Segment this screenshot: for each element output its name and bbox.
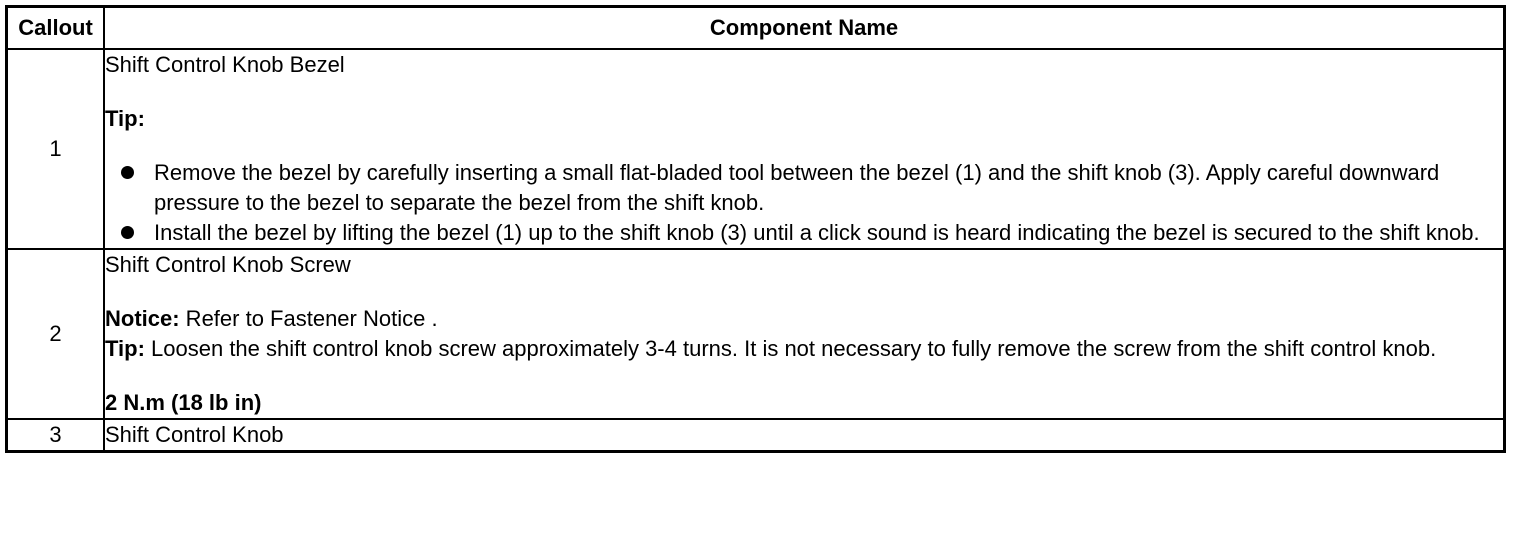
notice-text: Refer to Fastener Notice .	[179, 306, 438, 331]
tip-paragraph	[105, 334, 1503, 364]
component-cell	[104, 419, 1505, 452]
component-name-column-header: Component Name	[104, 7, 1505, 50]
list-item	[154, 158, 1503, 218]
tip-label: Tip:	[105, 106, 145, 131]
table-row	[7, 249, 1505, 419]
callout-number: 2	[7, 249, 105, 419]
component-cell	[104, 49, 1505, 249]
bullet-icon	[121, 226, 134, 239]
tip-text: Remove the bezel by carefully inserting a small flat-bladed tool between the bezel (1) and the shift knob (3). Apply careful downward pressure to the bezel to separate the bezel from the shift knob.	[154, 160, 1440, 215]
torque-spec: 2 N.m (18 lb in)	[105, 390, 262, 415]
table-row	[7, 49, 1505, 249]
component-name: Shift Control Knob	[105, 422, 284, 447]
component-name: Shift Control Knob Screw	[105, 252, 351, 277]
tip-text: Install the bezel by lifting the bezel (1) up to the shift knob (3) until a click sound is heard indicating the bezel is secured to the shift knob.	[154, 220, 1480, 245]
tip-label: Tip:	[105, 336, 145, 361]
component-name: Shift Control Knob Bezel	[105, 52, 345, 77]
component-cell	[104, 249, 1505, 419]
tip-list	[105, 158, 1503, 248]
callout-column-header: Callout	[7, 7, 105, 50]
bullet-icon	[121, 166, 134, 179]
tip-text: Loosen the shift control knob screw approximately 3-4 turns. It is not necessary to fully remove the screw from the shift control knob.	[144, 336, 1437, 361]
notice-paragraph	[105, 304, 1503, 334]
list-item	[154, 218, 1503, 248]
callout-number: 3	[7, 419, 105, 452]
table-row	[7, 419, 1505, 452]
callout-number: 1	[7, 49, 105, 249]
notice-label: Notice:	[105, 306, 180, 331]
component-table	[5, 5, 1506, 453]
header-row	[7, 7, 1505, 50]
